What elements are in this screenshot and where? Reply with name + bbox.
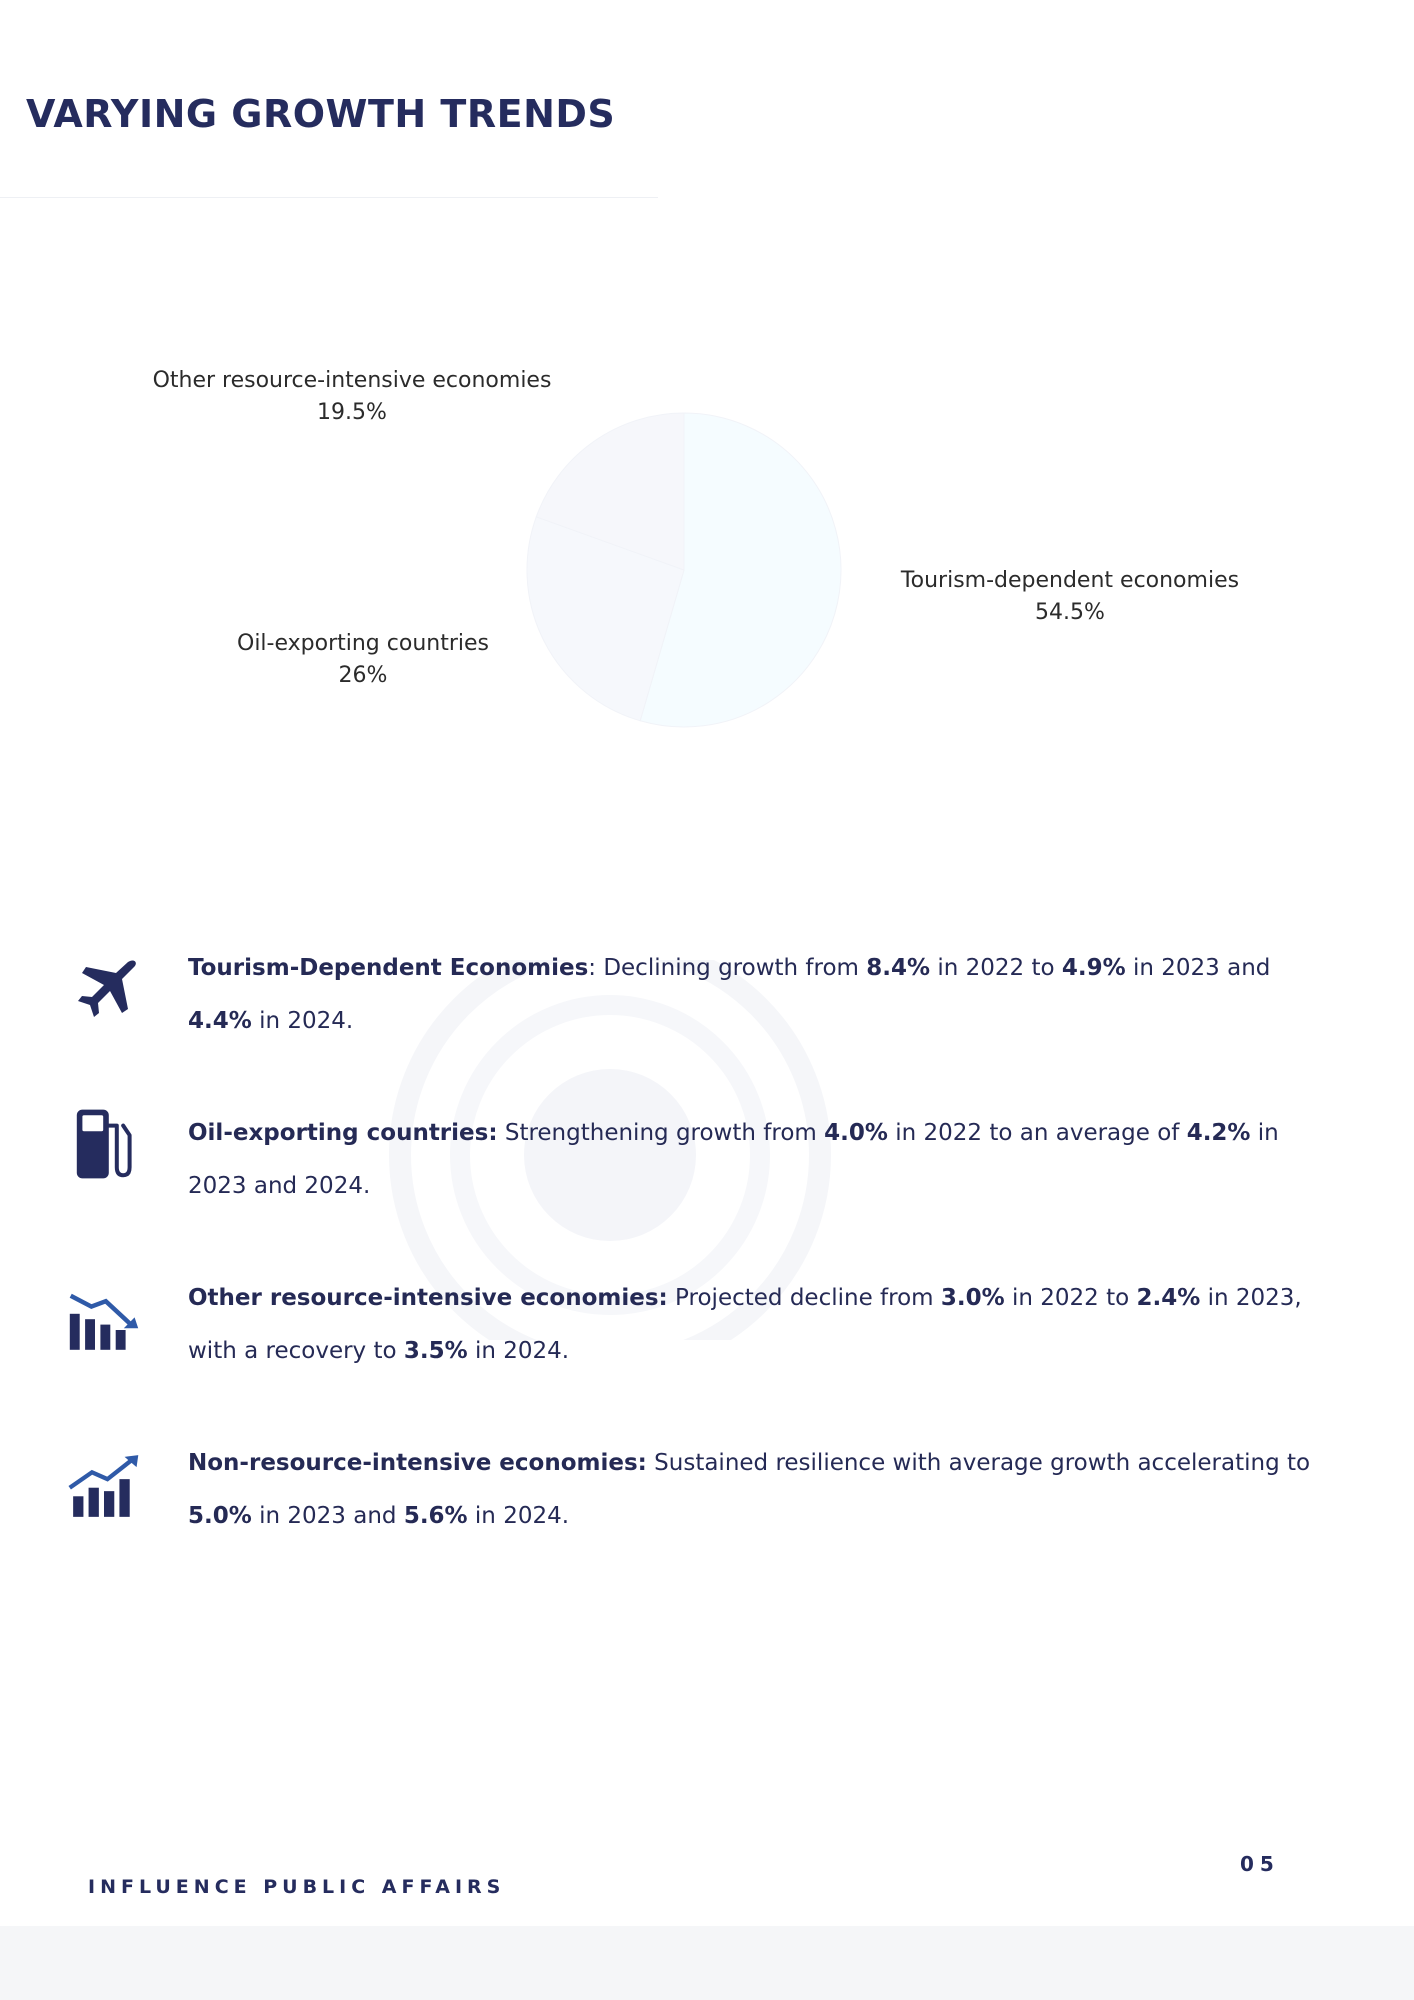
chart-growth-icon xyxy=(68,1450,140,1522)
footer-brand: INFLUENCE PUBLIC AFFAIRS xyxy=(88,1876,506,1898)
chart-decline-icon xyxy=(68,1285,140,1357)
list-item-text xyxy=(188,942,1340,1048)
body-text: in 2023, with a recovery to xyxy=(188,1285,1302,1364)
emphasis-text: 4.9% xyxy=(1061,955,1126,981)
emphasis-text: 8.4% xyxy=(866,955,931,981)
list-item-text xyxy=(188,1107,1340,1213)
emphasis-text: 4.2% xyxy=(1186,1120,1251,1146)
pie-label-value: 54.5% xyxy=(1035,600,1105,625)
pie-label-value: 19.5% xyxy=(317,400,387,425)
emphasis-text: Tourism-Dependent Economies xyxy=(188,955,589,981)
pie-label-name: Other resource-intensive economies xyxy=(152,368,552,393)
body-text: in 2023 and xyxy=(251,1503,404,1529)
list-item-text xyxy=(188,1272,1340,1378)
body-text: in 2024. xyxy=(251,1008,354,1034)
body-text: in 2022 to xyxy=(1004,1285,1137,1311)
title-divider xyxy=(0,197,658,198)
pie-chart xyxy=(0,330,1414,800)
footer-band xyxy=(0,1926,1414,2000)
pie-label-other-resource xyxy=(153,365,552,429)
body-text: in 2022 to an average of xyxy=(887,1120,1187,1146)
fuel-pump-icon xyxy=(68,1108,140,1180)
airplane-icon xyxy=(68,955,140,1027)
page-title: VARYING GROWTH TRENDS xyxy=(26,92,616,136)
emphasis-text: Non-resource-intensive economies: xyxy=(188,1450,647,1476)
emphasis-text: Other resource-intensive economies: xyxy=(188,1285,668,1311)
body-text: Projected decline from xyxy=(667,1285,941,1311)
body-text: in 2023 and xyxy=(1125,955,1271,981)
emphasis-text: 5.6% xyxy=(403,1503,468,1529)
page-number: 05 xyxy=(1240,1852,1280,1876)
pie-label-name: Oil-exporting countries xyxy=(237,631,489,656)
body-text: in 2024. xyxy=(467,1503,570,1529)
emphasis-text: 3.0% xyxy=(940,1285,1005,1311)
emphasis-text: 4.4% xyxy=(188,1008,252,1034)
emphasis-text: Oil-exporting countries: xyxy=(188,1120,498,1146)
list-item-text xyxy=(188,1437,1340,1543)
body-text: in 2024. xyxy=(467,1338,570,1364)
body-text: Strengthening growth from xyxy=(497,1120,825,1146)
emphasis-text: 2.4% xyxy=(1136,1285,1201,1311)
body-text: in 2022 to xyxy=(930,955,1062,981)
pie-label-value: 26% xyxy=(338,663,388,688)
body-text: in 2023 and 2024. xyxy=(188,1120,1279,1199)
body-text: : Declining growth from xyxy=(588,955,867,981)
emphasis-text: 4.0% xyxy=(824,1120,888,1146)
emphasis-text: 3.5% xyxy=(403,1338,468,1364)
emphasis-text: 5.0% xyxy=(188,1503,252,1529)
pie-label-name: Tourism-dependent economies xyxy=(900,568,1240,593)
body-text: Sustained resilience with average growth accelerating to xyxy=(646,1450,1311,1476)
pie-label-tourism xyxy=(901,565,1239,629)
pie-label-oil xyxy=(237,628,489,692)
